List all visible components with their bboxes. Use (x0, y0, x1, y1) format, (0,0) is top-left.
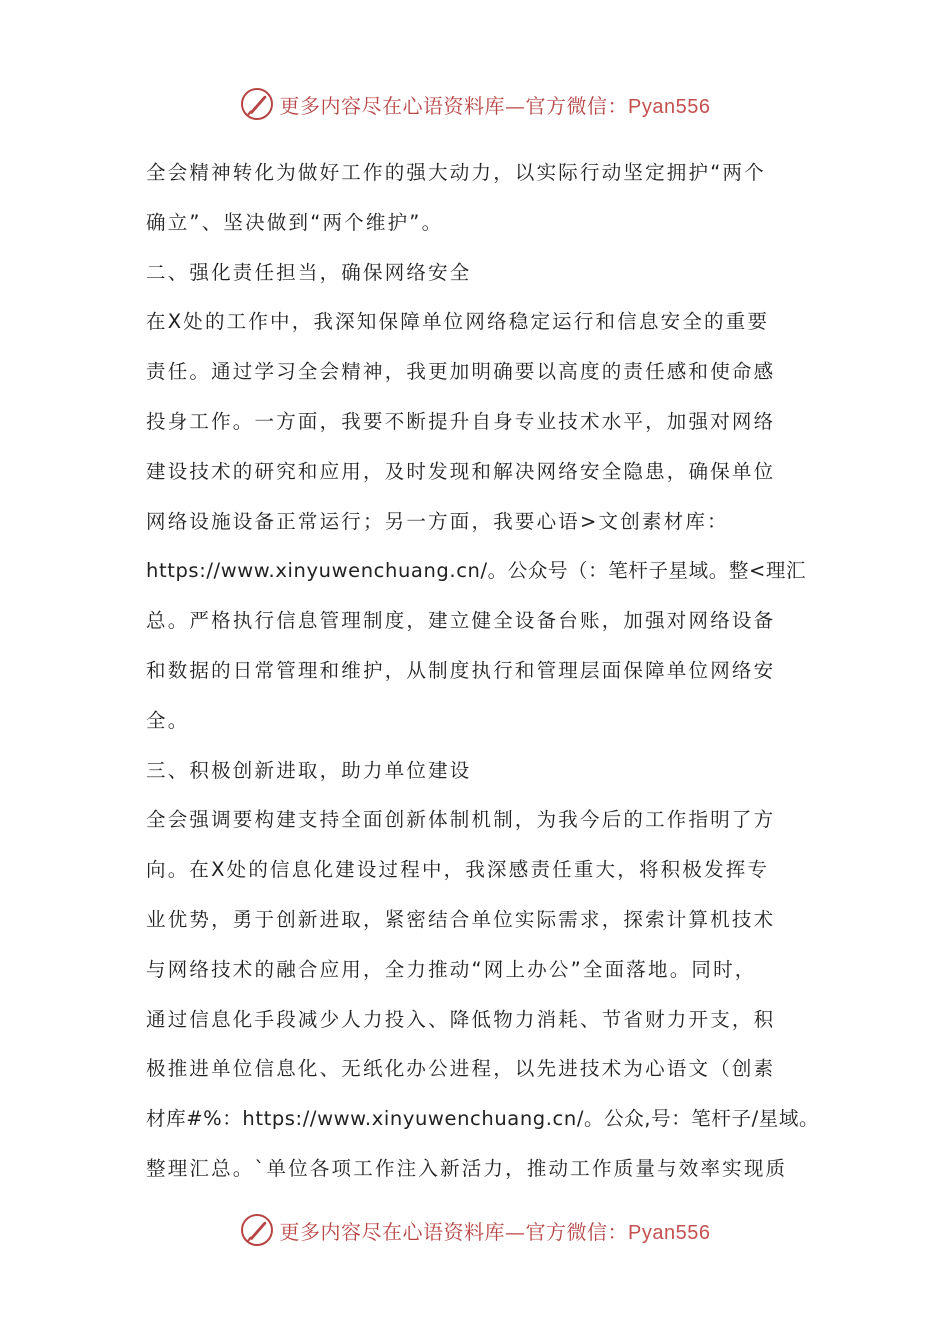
banner-text (280, 90, 711, 119)
text-line: 责任。通过学习全会精神，我更加明确要以高度的责任感和使命感 (146, 360, 776, 384)
text-line: 极推进单位信息化、无纸化办公进程，以先进技术为心语文（创素 (146, 1057, 776, 1081)
banner-wechat-id: Pyan556 (628, 1221, 711, 1244)
header-banner (0, 84, 950, 124)
quill-logo-icon (240, 1213, 274, 1247)
quill-logo-icon (240, 87, 274, 121)
banner-dash: — (505, 1219, 526, 1244)
text-line: 总。严格执行信息管理制度，建立健全设备台账，加强对网络设备 (146, 609, 776, 633)
text-line: 确立”、坚决做到“两个维护”。 (146, 210, 444, 234)
text-line: 全会精神转化为做好工作的强大动力，以实际行动坚定拥护“两个 (146, 161, 766, 184)
text-line: 整理汇总。`单位各项工作注入新活力，推动工作质量与效率实现质 (146, 1156, 788, 1180)
text-line: https://www.xinyuwenchuang.cn/。公众号（：笔杆子星域。整<理汇 (146, 559, 807, 583)
text-line: 投身工作。一方面，我要不断提升自身专业技术水平，加强对网络 (146, 409, 776, 433)
text-line: 材库#%：https://www.xinyuwenchuang.cn/。公众,号：笔杆子/星域。 (146, 1107, 820, 1131)
text-line: 向。在X处的信息化建设过程中，我深感责任重大，将积极发挥专 (146, 858, 770, 882)
banner-main-text: 更多内容尽在心语资料库 (279, 1219, 506, 1244)
text-line: 与网络技术的融合应用，全力推动“网上办公”全面落地。同时， (146, 957, 757, 981)
text-line: 在X处的工作中，我深知保障单位网络稳定运行和信息安全的重要 (146, 310, 770, 334)
banner-wechat-label: 官方微信： (525, 1219, 629, 1244)
text-line: 建设技术的研究和应用，及时发现和解决网络安全隐患，确保单位 (146, 459, 776, 483)
text-line: 和数据的日常管理和维护，从制度执行和管理层面保障单位网络安 (146, 658, 776, 682)
text-line: 网络设施设备正常运行；另一方面，我要心语>文创素材库： (146, 509, 729, 533)
banner-wechat-label: 官方微信： (525, 93, 629, 118)
banner-dash: — (505, 93, 526, 118)
banner-wechat-id: Pyan556 (628, 95, 711, 118)
footer-banner (0, 1210, 950, 1250)
text-line: 全。 (146, 708, 190, 732)
document-body (146, 148, 826, 1194)
text-line: 全会强调要构建支持全面创新体制机制，为我今后的工作指明了方 (146, 808, 776, 832)
text-line: 通过信息化手段减少人力投入、降低物力消耗、节省财力开支，积 (146, 1007, 776, 1031)
section-heading: 三、积极创新进取，助力单位建设 (146, 758, 472, 782)
text-line: 业优势，勇于创新进取，紧密结合单位实际需求，探索计算机技术 (146, 907, 776, 931)
section-heading: 二、强化责任担当，确保网络安全 (146, 260, 472, 284)
banner-main-text: 更多内容尽在心语资料库 (279, 93, 506, 118)
banner-text (280, 1216, 711, 1245)
